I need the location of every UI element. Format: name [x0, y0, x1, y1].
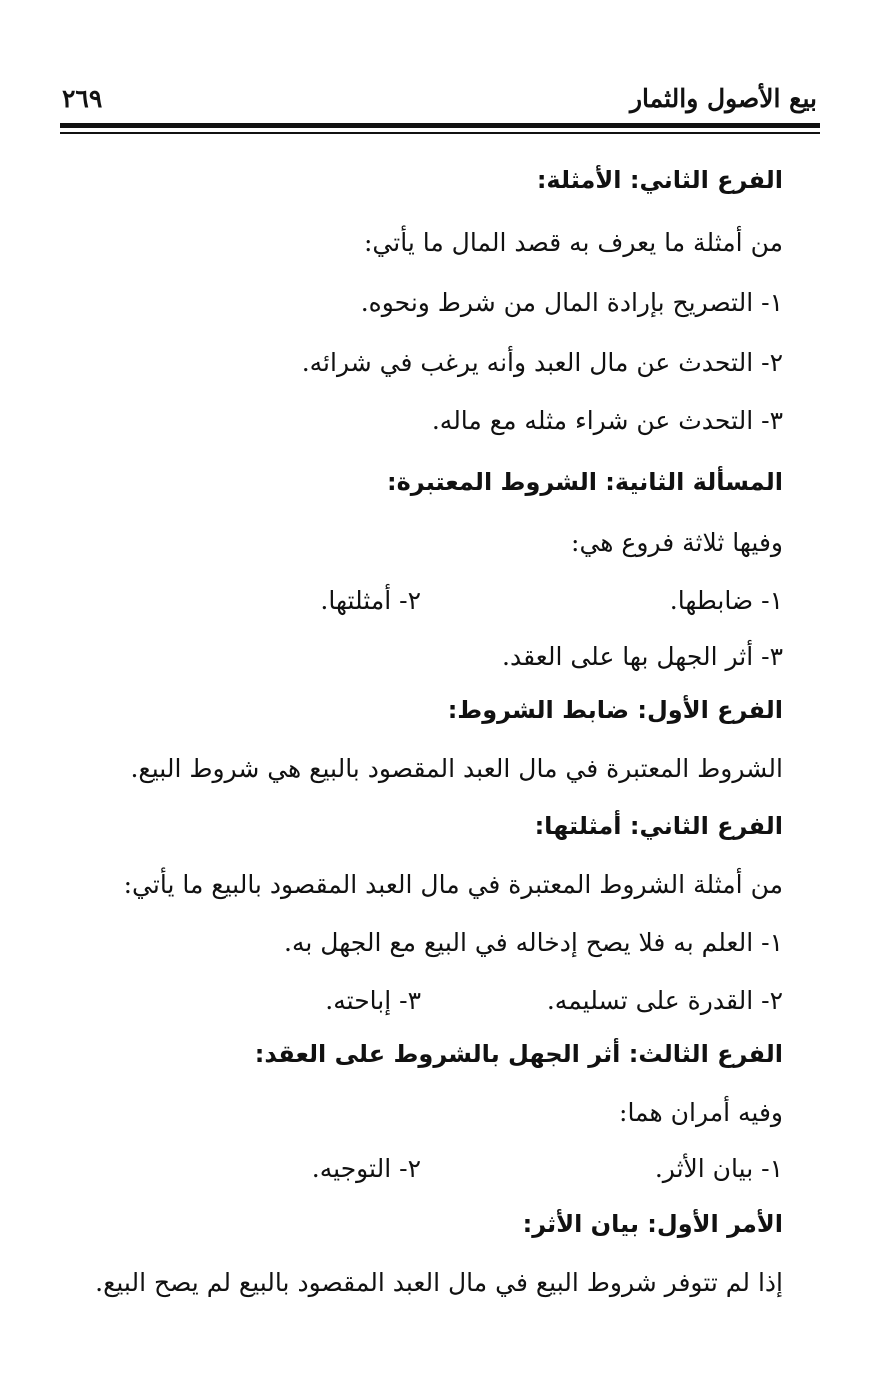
heading-second-branch: الفرع الثاني: أمثلتها: [534, 812, 783, 840]
list-item: ٢- التحدث عن مال العبد وأنه يرغب في شرائه. [301, 348, 783, 377]
header-rule-thick [60, 123, 820, 128]
list-item: ١- العلم به فلا يصح إدخاله في البيع مع الجهل به. [284, 928, 783, 957]
heading-third-branch: الفرع الثالث: أثر الجهل بالشروط على العقد: [254, 1040, 783, 1068]
header-rule-thin [60, 132, 820, 134]
list-item: ١- التصريح بإرادة المال من شرط ونحوه. [360, 288, 783, 317]
heading-second-issue: المسألة الثانية: الشروط المعتبرة: [387, 468, 783, 496]
body-line: وفيها ثلاثة فروع هي: [571, 528, 783, 557]
list-item: ٢- أمثلتها. [320, 586, 421, 615]
list-item: ٣- التحدث عن شراء مثله مع ماله. [431, 406, 783, 435]
heading-examples: الفرع الثاني: الأمثلة: [536, 166, 783, 194]
page-number: ٢٦٩ [62, 84, 103, 113]
list-item: ٣- أثر الجهل بها على العقد. [502, 642, 783, 671]
list-item: ٢- القدرة على تسليمه. [546, 986, 783, 1015]
list-item: ٣- إباحته. [325, 986, 421, 1015]
running-header-title: بيع الأصول والثمار [629, 84, 817, 113]
list-item: ٢- التوجيه. [311, 1154, 421, 1183]
body-line: الشروط المعتبرة في مال العبد المقصود بالبيع هي شروط البيع. [130, 754, 783, 783]
body-line: إذا لم تتوفر شروط البيع في مال العبد المقصود بالبيع لم يصح البيع. [95, 1268, 783, 1297]
body-line: من أمثلة الشروط المعتبرة في مال العبد المقصود بالبيع ما يأتي: [123, 870, 783, 899]
body-line: من أمثلة ما يعرف به قصد المال ما يأتي: [363, 228, 783, 257]
list-item: ١- بيان الأثر. [654, 1154, 783, 1183]
heading-first-matter: الأمر الأول: بيان الأثر: [522, 1210, 783, 1238]
list-item: ١- ضابطها. [669, 586, 783, 615]
heading-first-branch: الفرع الأول: ضابط الشروط: [447, 696, 783, 724]
body-line: وفيه أمران هما: [619, 1098, 783, 1127]
